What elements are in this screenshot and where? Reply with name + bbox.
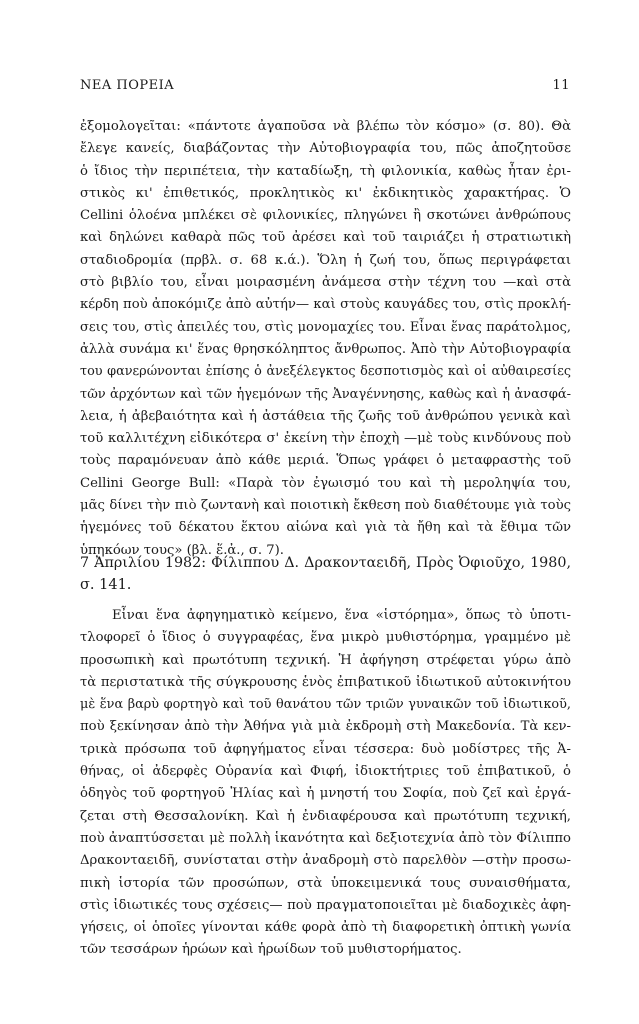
text-line: σεις του, στὶς ἀπειλές του, στὶς μονομαχίες του. Εἶναι ἕνας παράτολμος, [80,319,571,335]
text-line: τρικὰ πρόσωπα τοῦ ἀφηγήματος εἶναι τέσσερα: δυὸ μοδίστρες τῆς Ἀ- [80,741,571,757]
text-line: πικὴ ἱστορία τῶν προσώπων, στὰ ὑποκειμενικά τους συναισθήματα, [80,875,571,891]
text-line: ποὺ ξεκίνησαν ἀπὸ τὴν Ἀθήνα γιὰ μιὰ ἐκδρομὴ στὴ Μακεδονία. Τὰ κεν- [80,719,571,735]
journal-title: ΝΕΑ ΠΟΡΕΙΑ [80,78,175,93]
text-line: κέρδη ποὺ ἀποκόμιζε ἀπὸ αὐτήν— καὶ στοὺς καυγάδες του, στὶς προκλή- [80,297,571,313]
entry-heading-line: σ. 141. [80,577,132,593]
text-line: σταδιοδρομία (πρβλ. σ. 68 κ.ά.). Ὅλη ἡ ζωή του, ὅπως περιγράφεται [80,252,571,268]
text-line: μὲ ἕνα βαρὺ φορτηγὸ καὶ τοῦ θανάτου τῶν τριῶν γυναικῶν τοῦ ἰδιωτικοῦ, [80,697,571,713]
text-line: τῶν τεσσάρων ἡρώων καὶ ἡρωίδων τοῦ μυθιστορήματος. [80,942,462,958]
text-line: προσωπικὴ καὶ πρωτότυπη τεχνική. Ἡ ἀφήγηση στρέφεται γύρω ἀπὸ [80,652,571,668]
text-line: τοῦ καλλιτέχνη εἰδικότερα σ' ἐκείνη τὴν ἐποχὴ —μὲ τοὺς κινδύνους ποὺ [80,431,571,447]
text-line: στικὸς κι' ἐπιθετικός, προκλητικὸς κι' ἐκδικητικὸς χαρακτήρας. Ὁ [80,185,571,201]
text-line: Δρακονταειδῆ, συνίσταται στὴν ἀναδρομὴ στὸ παρελθὸν —στὴν προσω- [80,853,571,869]
entry-heading [80,552,571,596]
text-line: ζεται στὴ Θεσσαλονίκη. Καὶ ἡ ἐνδιαφέρουσα καὶ πρωτότυπη τεχνική, [80,808,571,824]
text-line: μᾶς δίνει τὴν πιὸ ζωντανὴ καὶ ποιοτικὴ ἔκθεση ποὺ διαθέτουμε γιὰ τοὺς [80,498,571,514]
text-line: λεια, ἡ ἀβεβαιότητα καὶ ἡ ἀστάθεια τῆς ζωῆς τοῦ ἀνθρώπου γενικὰ καὶ [80,408,571,424]
text-line: τὰ περιστατικὰ τῆς σύγκρουσης ἑνὸς ἐπιβατικοῦ ἰδιωτικοῦ αὐτοκινήτου [80,674,571,690]
text-line: τοὺς παραμόνευαν ἀπὸ κάθε μεριά. Ὅπως γράφει ὁ μεταφραστὴς τοῦ [80,453,571,469]
paragraph-cellini [80,116,571,562]
text-line: ὁδηγὸς τοῦ φορτηγοῦ Ἠλίας καὶ ἡ μνηστή του Σοφία, ποὺ ζεῖ καὶ ἐργά- [80,786,571,802]
page-number: 11 [552,78,570,93]
text-line: Cellini George Bull: «Παρὰ τὸν ἐγωισμό του καὶ τὴ μεροληψία του, [80,475,571,491]
entry-heading-line: 7 Ἀπριλίου 1982: Φίλιππου Δ. Δρακονταειδῆ, Πρὸς Ὀφιοῦχο, 1980, [80,555,571,571]
text-line: ἀλλὰ συνάμα κι' ἕνας θρησκόληπτος ἄνθρωπος. Ἀπὸ τὴν Αὐτοβιογραφία [80,341,571,357]
paragraph-review [80,605,571,962]
text-line: στὸ βιβλίο του, εἶναι μοιρασμένη ἀνάμεσα στὴν τέχνη του —καὶ στὰ [80,275,571,291]
text-line: ἔλεγε κανείς, διαβάζοντας τὴν Αὐτοβιογραφία του, πῶς ἀποζητοῦσε [80,141,571,157]
text-line: ὁ ἴδιος τὴν περιπέτεια, τὴν καταδίωξη, τὴ φιλονικία, καθὼς ἦταν ἐρι- [80,163,571,179]
running-head [80,78,570,98]
text-line: καὶ δηλώνει καθαρὰ πῶς τοῦ ἀρέσει καὶ τοῦ ταιριάζει ἡ στρατιωτικὴ [80,230,571,246]
text-line: γήσεις, οἱ ὁποῖες γίνονται κάθε φορὰ ἀπὸ τὴ διαφορετικὴ ὀπτικὴ γωνία [80,920,571,936]
text-line: του φανερώνονται ἐπίσης ὁ ἀνεξέλεγκτος δεσποτισμὸς καὶ οἱ αὐθαιρεσίες [80,364,571,380]
text-line: ὑπηκόων τους» (βλ. ἕ.ἀ., σ. 7). [80,542,285,558]
text-line: τλοφορεῖ ὁ ἴδιος ὁ συγγραφέας, ἕνα μικρὸ μυθιστόρημα, γραμμένο μὲ [80,630,571,646]
text-line: θήνας, οἱ ἀδερφὲς Οὐρανία καὶ Φιφή, ἰδιοκτήτριες τοῦ ἐπιβατικοῦ, ὁ [80,764,571,780]
text-line: Cellini ὁλοένα μπλέκει σὲ φιλονικίες, πληγώνει ἢ σκοτώνει ἀνθρώπους [80,208,571,224]
text-line: τῶν ἀρχόντων καὶ τῶν ἡγεμόνων τῆς Ἀναγέννησης, καθὼς καὶ ἡ ἀνασφά- [80,386,571,402]
text-line: στὶς ἰδιωτικές τους σχέσεις— ποὺ πραγματοποιεῖται μὲ διαδοχικὲς ἀφη- [80,897,571,913]
text-line: ἡγεμόνες τοῦ δέκατου ἕκτου αἰώνα καὶ γιὰ τὰ ἤθη καὶ τὰ ἔθιμα τῶν [80,520,571,536]
text-line: ποὺ ἀναπτύσσεται μὲ πολλὴ ἱκανότητα καὶ δεξιοτεχνία ἀπὸ τὸν Φίλιππο [80,830,571,846]
text-line: Εἶναι ἕνα ἀφηγηματικὸ κείμενο, ἕνα «ἱστόρημα», ὅπως τὸ ὑποτι- [112,608,571,623]
text-line: ἐξομολογεῖται: «πάντοτε ἀγαποῦσα νὰ βλέπω τὸν κόσμο» (σ. 80). Θὰ [80,119,571,134]
